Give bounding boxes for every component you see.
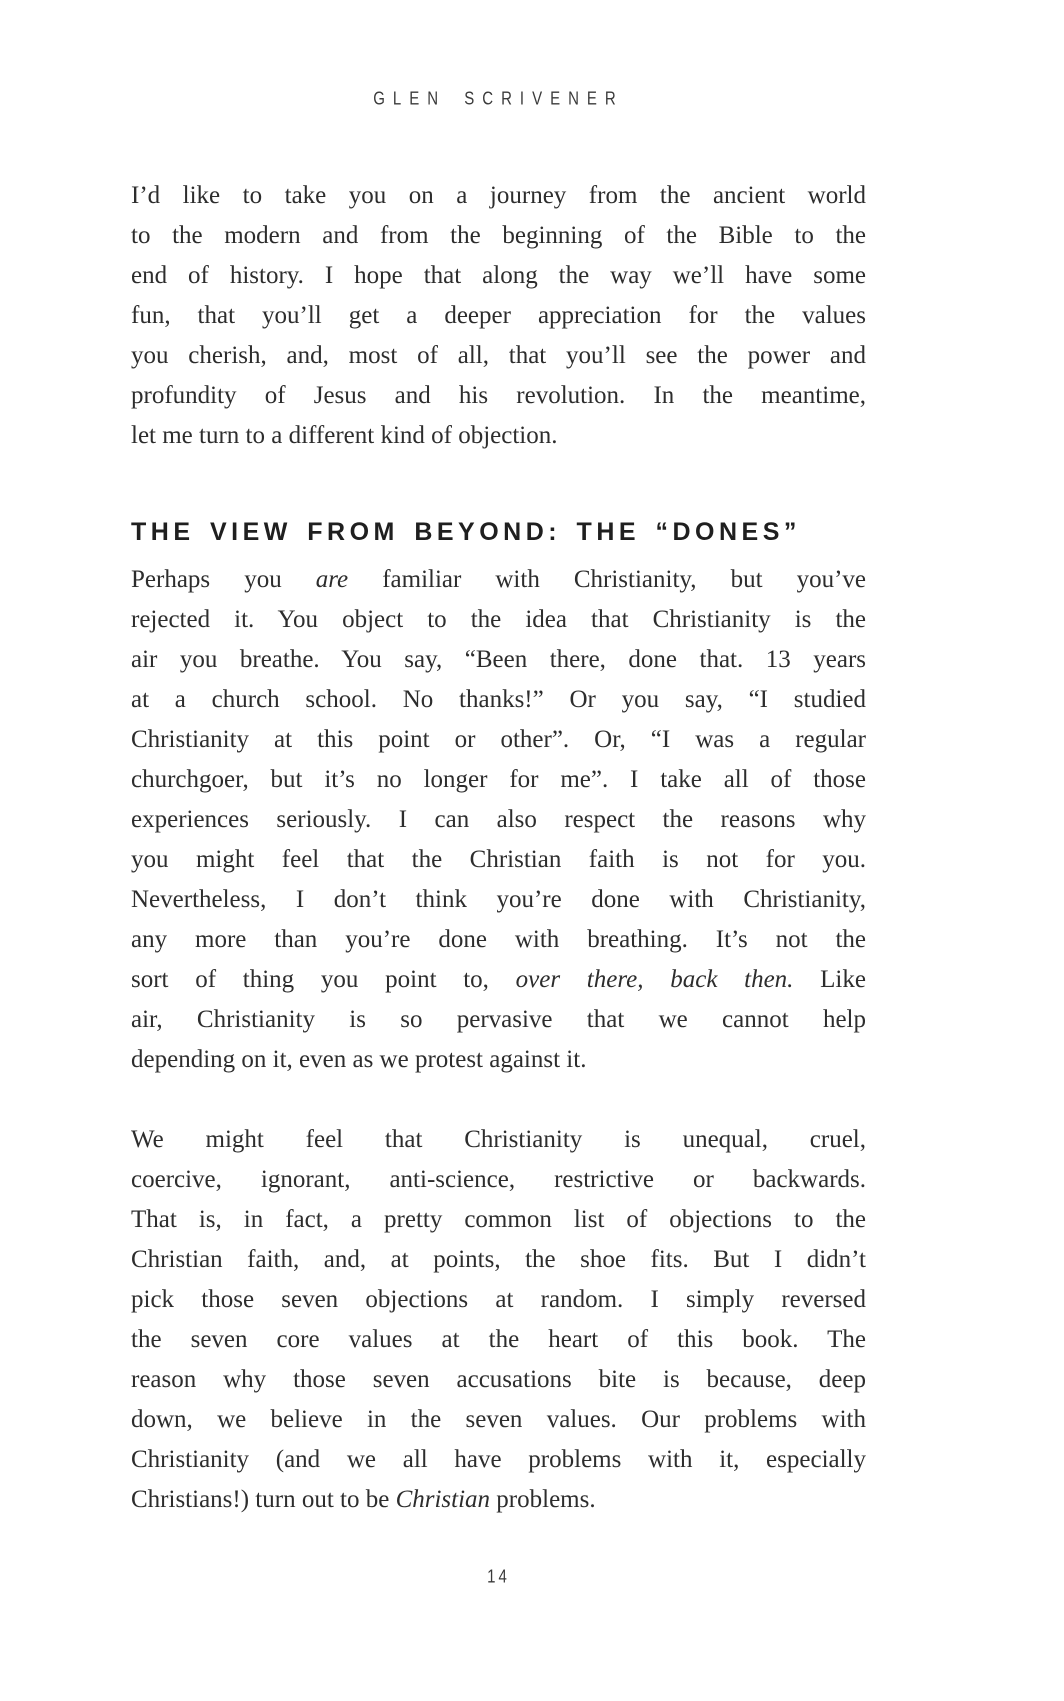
text-line xyxy=(131,920,866,960)
text-line xyxy=(131,880,866,920)
text-line xyxy=(131,296,866,336)
text-line xyxy=(131,1400,866,1440)
text-line xyxy=(131,216,866,256)
text-line xyxy=(131,640,866,680)
body-text: Like xyxy=(793,966,866,993)
text-line xyxy=(131,1160,866,1200)
body-text: to the modern and from the beginning of the Bible to the xyxy=(131,222,866,249)
text-line xyxy=(131,176,866,216)
body-text: Perhaps you xyxy=(131,566,316,593)
body-text: down, we believe in the seven values. Our problems with xyxy=(131,1406,866,1433)
text-line xyxy=(131,416,866,456)
body-text: pick those seven objections at random. I simply reversed xyxy=(131,1286,866,1313)
italic-text: Christian xyxy=(395,1486,491,1513)
body-text: end of history. I hope that along the way we’ll have some xyxy=(131,262,866,289)
body-text: at a church school. No thanks!” Or you say, “I studied xyxy=(131,686,866,713)
text-line xyxy=(131,256,866,296)
body-text: reason why those seven accusations bite is because, deep xyxy=(131,1366,866,1393)
body-text: That is, in fact, a pretty common list of objections to the xyxy=(131,1206,866,1233)
body-text: any more than you’re done with breathing. It’s not the xyxy=(131,926,866,953)
body-text: the seven core values at the heart of this book. The xyxy=(131,1326,866,1353)
text-line xyxy=(131,376,866,416)
body-text: churchgoer, but it’s no longer for me”. I take all of those xyxy=(131,766,866,793)
text-line xyxy=(131,760,866,800)
body-text: Christians!) turn out to be xyxy=(131,1486,396,1513)
body-text: let me turn to a different kind of objection. xyxy=(131,422,558,449)
body-text: coercive, ignorant, anti-science, restrictive or backwards. xyxy=(131,1166,866,1193)
body-text: depending on it, even as we protest against it. xyxy=(131,1046,587,1073)
italic-text: are xyxy=(315,566,349,593)
text-line xyxy=(131,1440,866,1480)
running-header: GLEN SCRIVENER xyxy=(373,88,624,110)
text-line xyxy=(131,1320,866,1360)
text-line xyxy=(131,1280,866,1320)
body-text: Christianity at this point or other”. Or, “I was a regular xyxy=(131,726,866,753)
text-line xyxy=(131,1240,866,1280)
text-line xyxy=(131,1120,866,1160)
body-text: sort of thing you point to, xyxy=(131,966,516,993)
body-text: you might feel that the Christian faith is not for you. xyxy=(131,846,866,873)
italic-text: over there, back then. xyxy=(515,966,794,993)
text-line xyxy=(131,1040,866,1080)
body-text: problems. xyxy=(490,1486,596,1513)
text-line xyxy=(131,800,866,840)
body-paragraph-objections xyxy=(131,1120,866,1520)
body-text: air, Christianity is so pervasive that we cannot help xyxy=(131,1006,866,1033)
body-text: Christian faith, and, at points, the shoe fits. But I didn’t xyxy=(131,1246,866,1273)
text-line xyxy=(131,680,866,720)
body-text: experiences seriously. I can also respect the reasons why xyxy=(131,806,866,833)
text-line xyxy=(131,840,866,880)
body-text: air you breathe. You say, “Been there, done that. 13 years xyxy=(131,646,866,673)
body-text: fun, that you’ll get a deeper appreciation for the values xyxy=(131,302,866,329)
text-line xyxy=(131,1200,866,1240)
text-line xyxy=(131,600,866,640)
body-text: Christianity (and we all have problems with it, especially xyxy=(131,1446,866,1473)
body-text: profundity of Jesus and his revolution. In the meantime, xyxy=(131,382,866,409)
body-text: We might feel that Christianity is unequal, cruel, xyxy=(131,1126,866,1153)
text-line xyxy=(131,960,866,1000)
body-paragraph-intro xyxy=(131,176,866,456)
text-line xyxy=(131,1000,866,1040)
text-line xyxy=(131,1360,866,1400)
body-text: you cherish, and, most of all, that you’ll see the power and xyxy=(131,342,866,369)
text-line xyxy=(131,720,866,760)
text-line xyxy=(131,336,866,376)
body-paragraph-dones xyxy=(131,560,866,1080)
text-line xyxy=(131,560,866,600)
body-text: Nevertheless, I don’t think you’re done with Christianity, xyxy=(131,886,866,913)
body-text: I’d like to take you on a journey from the ancient world xyxy=(131,182,866,209)
section-heading: THE VIEW FROM BEYOND: THE “DONES” xyxy=(131,518,801,546)
text-line xyxy=(131,1480,866,1520)
body-text: familiar with Christianity, but you’ve xyxy=(348,566,866,593)
page-number: 14 xyxy=(487,1566,510,1588)
body-text: rejected it. You object to the idea that Christianity is the xyxy=(131,606,866,633)
